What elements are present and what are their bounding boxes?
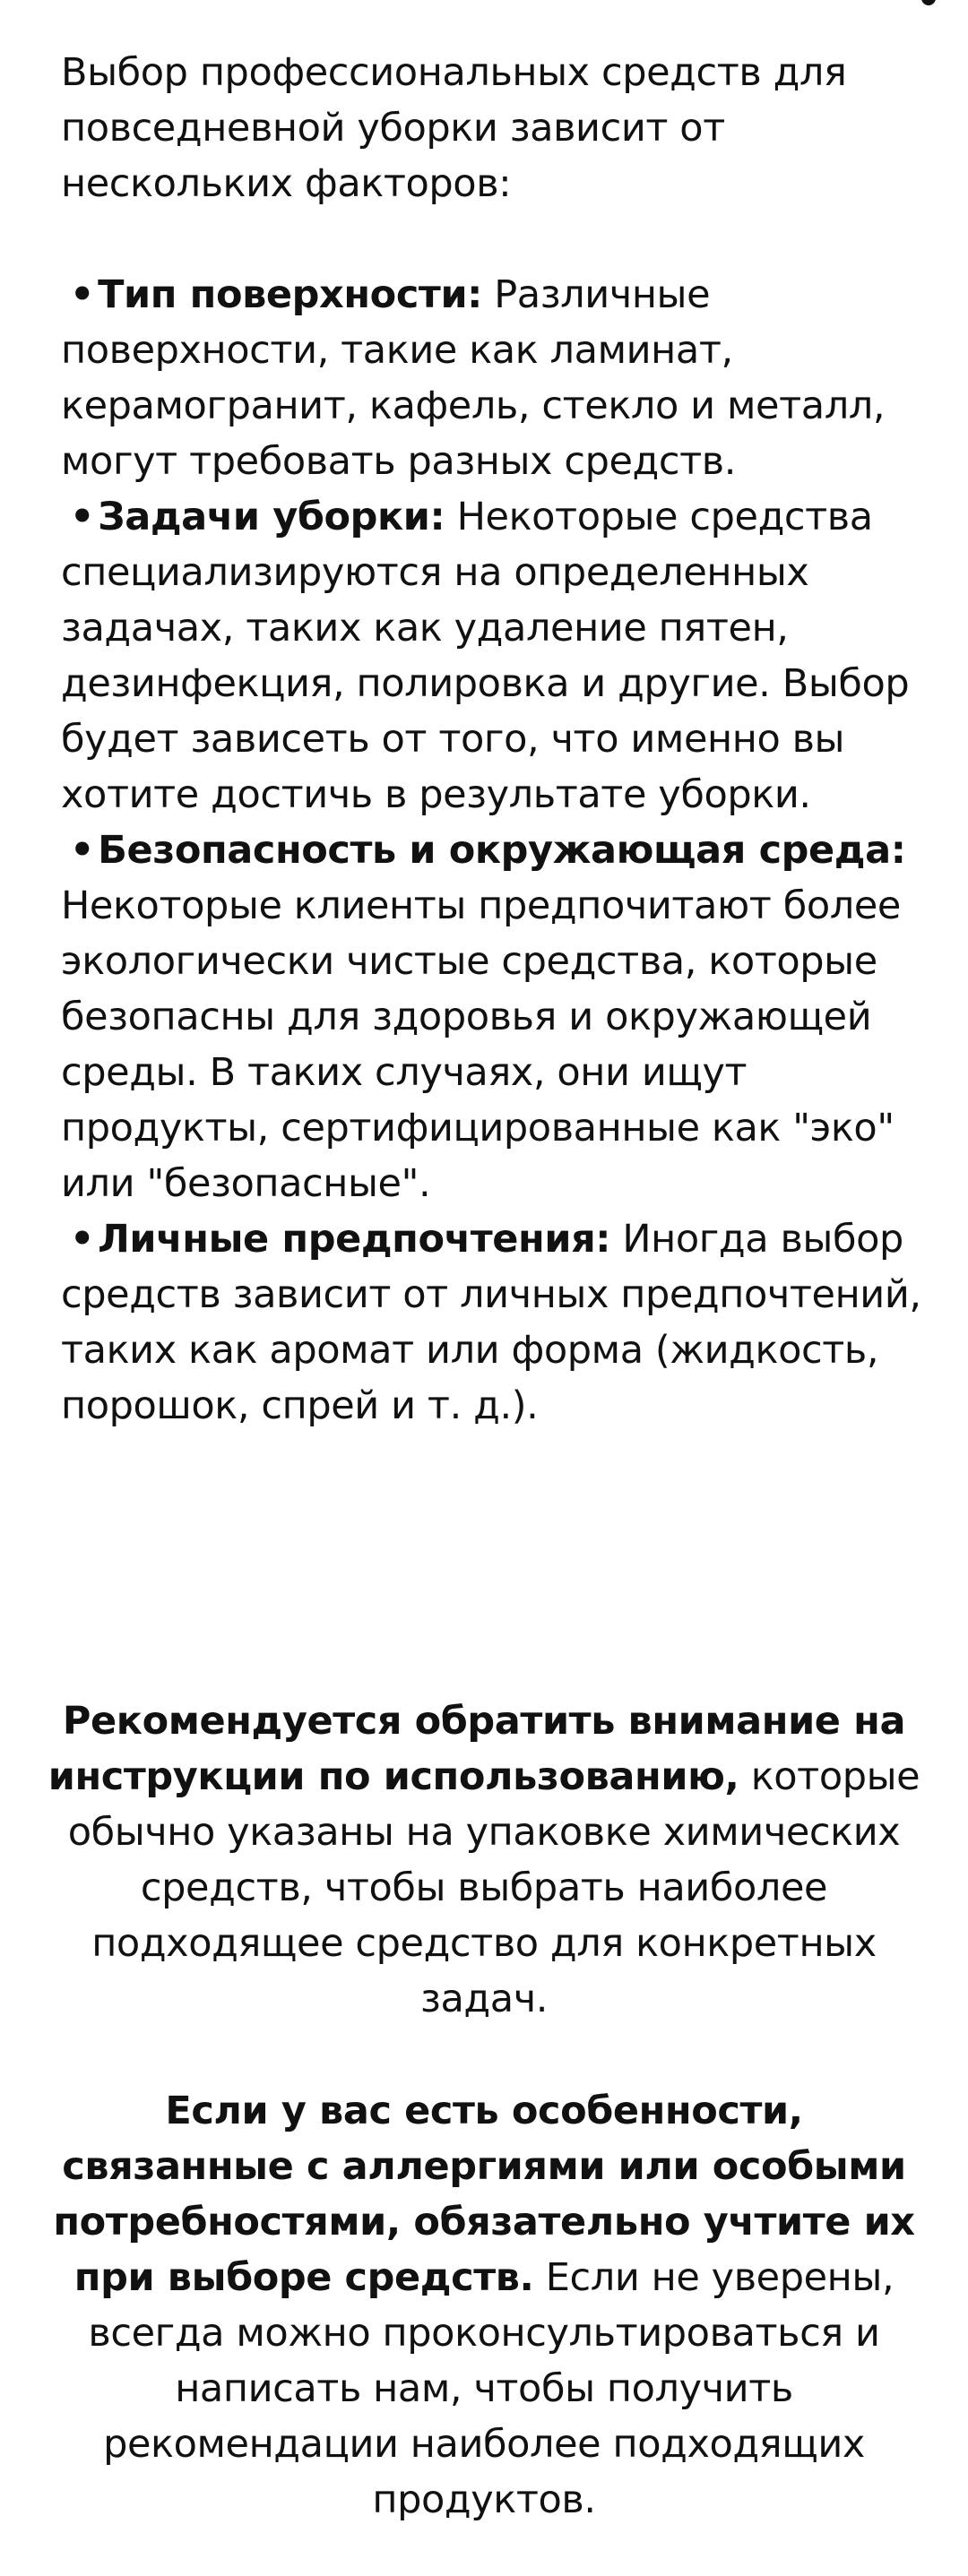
note-bold-text: Если у вас есть особенности, связанные с аллергиями или особыми потребностями, обязательно учтите их при выборе средств. [53,2089,915,2300]
list-item [61,1211,921,1434]
list-item [61,489,921,823]
bullet-marker: • [70,828,95,873]
bullet-marker: • [70,495,95,539]
factor-text: Некоторые клиенты предпочитают более экологически чистые средства, которые безопасны для здоровья и окружающей среды. В таких случаях, они ищут продукты, сертифицированные как "эко" или "безопасные". [61,883,901,1206]
top-edge-mark [921,0,936,5]
note-text: Если не уверены, всегда можно проконсультироваться и написать нам, чтобы получить рекомендации наиболее подходящих продуктов. [88,2255,895,2522]
list-item [61,267,921,489]
allergy-note [45,2083,923,2528]
factor-list [61,267,921,1434]
article-body [61,45,921,1434]
factor-text: Некоторые средства специализируются на определенных задачах, таких как удаление пятен, дезинфекция, полировка и другие. Выбор будет зависеть от того, что именно вы хотите достичь в результате уборки. [61,495,910,817]
note-text: которые обычно указаны на упаковке химических средств, чтобы выбрать наиболее подходящее средство для конкретных задач. [67,1754,920,2021]
note-bold-text: Рекомендуется обратить внимание на инструкции по использованию, [48,1699,906,1799]
list-item [61,823,921,1211]
intro-paragraph: Выбор профессиональных средств для повседневной уборки зависит от нескольких факторов: [61,50,847,206]
bullet-marker: • [70,1217,95,1262]
factor-text: Различные поверхности, такие как ламинат, керамогранит, кафель, стекло и металл, могут требовать разных средств. [61,272,886,484]
factor-title: Тип поверхности: [98,272,482,317]
factor-title: Безопасность и окружающая среда: [98,828,906,873]
factor-text: Иногда выбор средств зависит от личных предпочтений, таких как аромат или форма (жидкость, порошок, спрей и т. д.). [61,1217,921,1428]
instructions-note [45,1693,923,2027]
factor-title: Личные предпочтения: [98,1217,611,1262]
factor-title: Задачи уборки: [98,495,445,539]
bullet-marker: • [70,272,95,317]
